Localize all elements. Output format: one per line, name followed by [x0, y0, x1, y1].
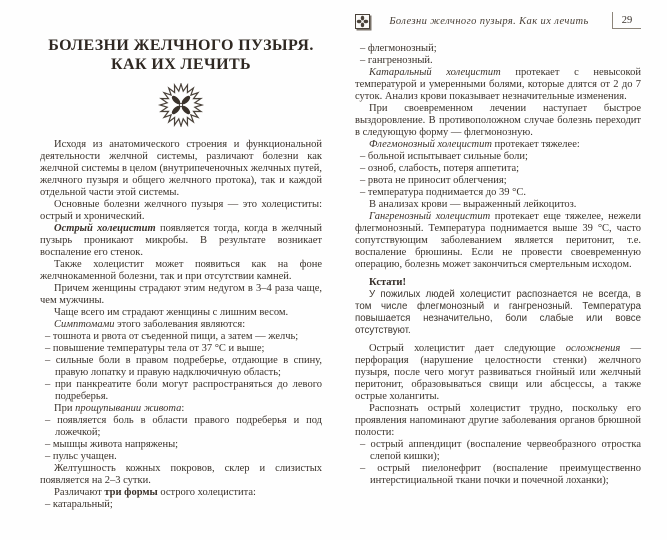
paragraph — [40, 199, 322, 223]
text-segment: Чаще всего им страдают женщины с лишним весом. — [54, 307, 289, 318]
text-segment: прощупывании живота — [75, 403, 182, 414]
text-segment: При своевременном лечении наступает быстрое выздоровление. В противоположном случае болезнь переходит в следующую форму — флегмонозную. — [355, 103, 641, 138]
paragraph — [355, 277, 641, 289]
list-marker: – — [45, 451, 53, 462]
list-marker: – — [45, 343, 53, 354]
text-segment: при панкреатите боли могут распространяться до левого подреберья. — [55, 379, 322, 402]
chapter-title-line-2: КАК ИХ ЛЕЧИТЬ — [111, 56, 251, 73]
text-segment: Основные болезни желчного пузыря — это холециститы: острый и хронический. — [40, 199, 322, 222]
list-marker: – — [360, 163, 368, 174]
text-segment: больной испытывает сильные боли; — [367, 151, 528, 162]
text-segment: При — [54, 403, 76, 414]
text-segment: Желтушность кожных покровов, склер и слизистых появляется на 2–3 сутки. — [40, 463, 322, 486]
paragraph — [40, 319, 322, 331]
list-marker: – — [360, 187, 368, 198]
text-segment: — перфорация (нарушение целостности стенки) желчного пузыря, после чего могут развиваться гнойный или желчный перитонит, образовываться свищи или абсцессы, а также острые холангиты. — [355, 343, 642, 402]
text-segment: появляется тогда, когда в желчный пузырь проникают микробы. В результате возникает воспаление его стенок. — [40, 223, 322, 258]
list-marker: – — [360, 175, 368, 186]
text-segment: Флегмонозный холецистит — [369, 139, 492, 150]
text-segment: острый аппендицит (воспаление червеобразного отростка слепой кишки); — [370, 439, 642, 462]
list-marker: – — [360, 439, 371, 450]
paragraph — [355, 67, 641, 103]
left-page — [0, 0, 333, 540]
text-segment: Причем женщины страдают этим недугом в 3–4 раза чаще, чем мужчины. — [40, 283, 322, 306]
text-segment: острого холецистита: — [157, 487, 256, 498]
right-page — [334, 0, 667, 540]
text-segment: протекает с невысокой температурой и умеренными болями, которые длятся от 2 до 7 суток. Анализ крови показывает незначительные изменения. — [355, 67, 641, 102]
list-marker: – — [45, 499, 53, 510]
paragraph — [40, 487, 322, 499]
list-marker: – — [45, 331, 53, 342]
text-segment: флегмонозный; — [367, 43, 437, 54]
paragraph — [40, 463, 322, 487]
paragraph — [355, 343, 641, 403]
text-segment: Кстати! — [369, 277, 406, 288]
list-item — [40, 439, 322, 451]
text-segment: тошнота и рвота от съеденной пищи, а затем — желчь; — [52, 331, 299, 342]
paragraph — [355, 139, 641, 151]
list-marker: – — [45, 355, 56, 366]
text-segment: этого заболевания являются: — [114, 319, 246, 330]
chapter-title-line-1: БОЛЕЗНИ ЖЕЛЧНОГО ПУЗЫРЯ. — [48, 37, 314, 54]
text-segment: пульс учащен. — [52, 451, 117, 462]
text-segment: температура поднимается до 39 °С. — [367, 187, 526, 198]
list-item — [40, 415, 322, 439]
list-item — [355, 55, 641, 67]
paragraph — [355, 289, 641, 337]
text-segment: Острый холецистит — [54, 223, 156, 234]
text-segment: появляется боль в области правого подреберья и под ложечкой; — [55, 415, 323, 438]
list-item — [355, 163, 641, 175]
text-segment: осложнения — [565, 343, 621, 354]
list-item — [355, 439, 641, 463]
left-page-text — [40, 139, 322, 511]
text-segment: озноб, слабость, потеря аппетита; — [367, 163, 520, 174]
paragraph — [40, 259, 322, 283]
list-item — [355, 43, 641, 55]
running-title: Болезни желчного пузыря. Как их лечить — [389, 16, 589, 27]
list-marker: – — [45, 415, 58, 426]
text-segment: гангренозный. — [367, 55, 433, 66]
header-ornament-icon — [355, 14, 370, 29]
chapter-title — [40, 36, 322, 74]
text-segment: катаральный; — [52, 499, 113, 510]
list-marker: – — [360, 55, 368, 66]
paragraph — [40, 283, 322, 307]
text-segment: Исходя из анатомического строения и функциональной деятельности желчной системы, различают болезни как желчной системы в целом (внутрипеченочных желчных путей, желчного пузыря и общего желчного протока), так и каждой отдельной части этой системы. — [40, 139, 322, 198]
text-segment: рвота не приносит облегчения; — [367, 175, 507, 186]
list-item — [40, 343, 322, 355]
list-item — [355, 187, 641, 199]
paragraph — [40, 139, 322, 199]
text-segment: протекает тяжелее: — [491, 139, 580, 150]
list-marker: – — [45, 439, 53, 450]
text-segment: У пожилых людей холецистит распознается не всегда, в том числе флегмонозный и гангренозный. Температура повышается незначительно, боли слабые или вовсе отсутствуют. — [355, 289, 641, 336]
text-segment: острый пиелонефрит (воспаление преимущественно интерстициальной ткани почки и почечной лоханки); — [370, 463, 641, 486]
list-item — [355, 463, 641, 487]
list-item — [40, 499, 322, 511]
text-segment: три формы — [104, 487, 158, 498]
list-marker: – — [360, 463, 378, 474]
list-item — [355, 175, 641, 187]
list-marker: – — [360, 151, 368, 162]
list-item — [40, 355, 322, 379]
paragraph — [40, 403, 322, 415]
chapter-ornament-icon — [40, 83, 322, 132]
text-segment: повышение температуры тела от 37 °С и выше; — [52, 343, 265, 354]
list-item — [40, 331, 322, 343]
paragraph — [355, 199, 641, 211]
text-segment: В анализах крови — выраженный лейкоцитоз. — [369, 199, 577, 210]
paragraph — [40, 223, 322, 259]
text-segment: Гангренозный холецистит — [369, 211, 491, 222]
right-page-text — [355, 43, 641, 487]
paragraph — [40, 307, 322, 319]
text-segment: Различают — [54, 487, 105, 498]
text-segment: мышцы живота напряжены; — [52, 439, 179, 450]
text-segment: Распознать острый холецистит трудно, поскольку его проявления напоминают другие заболевания органов брюшной полости: — [355, 403, 641, 438]
list-item — [355, 151, 641, 163]
text-segment: Также холецистит может появиться как на фоне желчнокаменной болезни, так и при отсутствии камней. — [40, 259, 322, 282]
text-segment: протекает еще тяжелее, нежели флегмонозный. Температура поднимается выше 39 °С, часто сопутствующим заболеванием является перитонит, т.е. воспаление брюшины. Если не провести своевременную операцию, болезнь может закончиться смертельным исходом. — [355, 211, 641, 270]
list-marker: – — [45, 379, 56, 390]
page-number: 29 — [612, 12, 641, 29]
text-segment: сильные боли в правом подреберье, отдающие в спину, правую лопатку и правую надключичную область; — [55, 355, 323, 378]
paragraph — [355, 211, 641, 271]
list-item — [40, 451, 322, 463]
paragraph — [355, 403, 641, 439]
list-marker: – — [360, 43, 368, 54]
paragraph — [355, 103, 641, 139]
running-header — [355, 12, 641, 36]
text-segment: : — [181, 403, 185, 414]
list-item — [40, 379, 322, 403]
text-segment: Катаральный холецистит — [369, 67, 501, 78]
text-segment: Симптомами — [54, 319, 115, 330]
text-segment: Острый холецистит дает следующие — [369, 343, 566, 354]
